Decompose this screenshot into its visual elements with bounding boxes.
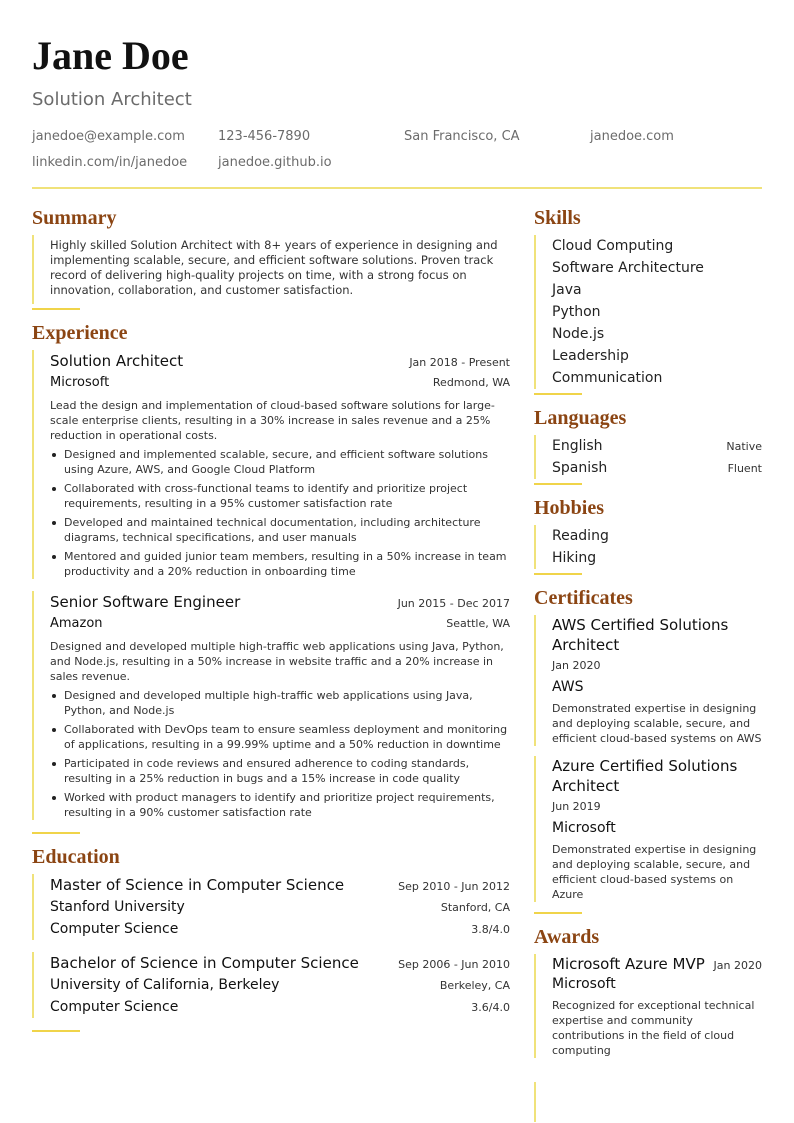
education-gpa: 3.8/4.0 bbox=[471, 923, 510, 936]
header-divider bbox=[32, 187, 762, 189]
languages-list bbox=[534, 435, 762, 479]
summary-heading: Summary bbox=[32, 207, 117, 229]
section-divider bbox=[32, 308, 80, 310]
section-divider bbox=[32, 832, 80, 834]
section-divider bbox=[534, 393, 582, 395]
job-bullet: Collaborated with DevOps team to ensure seamless deployment and monitoring of applications, resulting in a 99.99% uptime and a 50% reduction in downtime bbox=[50, 722, 510, 752]
job-bullets bbox=[50, 688, 510, 820]
skill-item: Python bbox=[552, 304, 601, 320]
education-date: Sep 2010 - Jun 2012 bbox=[398, 880, 510, 893]
language-level: Native bbox=[726, 440, 762, 453]
skills-list bbox=[534, 235, 762, 389]
education-school: Stanford University bbox=[50, 899, 185, 915]
certificate-date: Jun 2019 bbox=[552, 800, 601, 813]
education-gpa: 3.6/4.0 bbox=[471, 1001, 510, 1014]
candidate-role: Solution Architect bbox=[32, 89, 192, 110]
education-school: University of California, Berkeley bbox=[50, 977, 280, 993]
certificates-heading: Certificates bbox=[534, 587, 633, 609]
education-field: Computer Science bbox=[50, 921, 179, 937]
skills-heading: Skills bbox=[534, 207, 581, 229]
education-location: Berkeley, CA bbox=[439, 979, 510, 992]
job-entry bbox=[32, 591, 510, 820]
contact-list bbox=[32, 128, 762, 172]
section-divider bbox=[32, 1030, 80, 1032]
contact-email[interactable]: janedoe@example.com bbox=[32, 129, 185, 144]
education-field: Computer Science bbox=[50, 999, 179, 1015]
section-divider bbox=[534, 912, 582, 914]
skill-item: Leadership bbox=[552, 348, 629, 364]
hobbies-list bbox=[534, 525, 762, 569]
certificate-issuer: Microsoft bbox=[552, 820, 616, 836]
experience-heading: Experience bbox=[32, 322, 128, 344]
contact-github[interactable]: janedoe.github.io bbox=[218, 155, 332, 170]
language-row bbox=[552, 435, 762, 457]
education-entry bbox=[32, 874, 510, 940]
education-date: Sep 2006 - Jun 2010 bbox=[398, 958, 510, 971]
education-degree: Master of Science in Computer Science bbox=[50, 876, 345, 894]
job-date: Jan 2018 - Present bbox=[409, 356, 510, 369]
skill-item: Software Architecture bbox=[552, 260, 704, 276]
job-bullets bbox=[50, 447, 510, 579]
job-bullet: Designed and implemented scalable, secure, and efficient software solutions using Azure, AWS, and Google Cloud Platform bbox=[50, 447, 510, 477]
summary-text: Highly skilled Solution Architect with 8+ years of experience in designing and implementing scalable, secure, and efficient software solutions. Proven track record of delivering high-quality projects on time, with a strong focus on innovation, collaboration, and customer satisfaction. bbox=[50, 238, 498, 297]
certificate-title: Azure Certified Solutions Architect bbox=[552, 757, 738, 795]
job-bullet: Developed and maintained technical documentation, including architecture diagrams, technical specifications, and user manuals bbox=[50, 515, 510, 545]
contact-phone[interactable]: 123-456-7890 bbox=[218, 129, 311, 144]
contact-location: San Francisco, CA bbox=[404, 129, 520, 144]
skill-item: Communication bbox=[552, 370, 663, 386]
hobby-item: Hiking bbox=[552, 550, 597, 566]
certificate-entry bbox=[534, 756, 762, 902]
contact-website[interactable]: janedoe.com bbox=[590, 129, 674, 144]
contact-linkedin[interactable]: linkedin.com/in/janedoe bbox=[32, 155, 188, 170]
job-title: Senior Software Engineer bbox=[50, 593, 241, 611]
education-location: Stanford, CA bbox=[440, 901, 510, 914]
certificate-date: Jan 2020 bbox=[552, 659, 601, 672]
job-bullet: Mentored and guided junior team members, resulting in a 50% increase in team productivity and a 20% reduction in onboarding time bbox=[50, 549, 510, 579]
section-divider bbox=[534, 483, 582, 485]
awards-heading: Awards bbox=[534, 926, 600, 948]
language-name: English bbox=[552, 438, 603, 454]
award-date: Jan 2020 bbox=[713, 959, 762, 972]
hobby-item: Reading bbox=[552, 528, 609, 544]
left-column bbox=[32, 205, 510, 1042]
certificate-title: AWS Certified Solutions Architect bbox=[552, 616, 729, 654]
language-level: Fluent bbox=[727, 462, 762, 475]
job-location: Redmond, WA bbox=[432, 376, 510, 389]
candidate-name: Jane Doe bbox=[32, 33, 189, 78]
job-description: Lead the design and implementation of cloud-based software solutions for large-scale enterprise clients, resulting in a 30% increase in sales revenue and a 25% reduction in operational costs. bbox=[50, 399, 495, 442]
job-bullet: Worked with product managers to identify and prioritize project requirements, resulting in a 90% customer satisfaction rate bbox=[50, 790, 510, 820]
skill-item: Java bbox=[552, 282, 582, 298]
section-divider bbox=[534, 573, 582, 575]
job-date: Jun 2015 - Dec 2017 bbox=[397, 597, 510, 610]
job-company: Amazon bbox=[50, 616, 103, 631]
job-bullet: Designed and developed multiple high-traffic web applications using Java, Python, and Node.js bbox=[50, 688, 510, 718]
education-entry bbox=[32, 952, 510, 1018]
job-entry bbox=[32, 350, 510, 579]
job-company: Microsoft bbox=[50, 375, 110, 390]
language-name: Spanish bbox=[552, 460, 608, 476]
award-title: Microsoft Azure MVP bbox=[552, 955, 705, 973]
education-heading: Education bbox=[32, 846, 120, 868]
languages-heading: Languages bbox=[534, 407, 627, 429]
skill-item: Node.js bbox=[552, 326, 605, 342]
certificate-entry bbox=[534, 615, 762, 746]
summary-block bbox=[32, 235, 510, 304]
certificate-description: Demonstrated expertise in designing and deploying scalable, secure, and efficient cloud-based systems on Azure bbox=[552, 843, 757, 901]
right-column bbox=[534, 205, 762, 1058]
job-description: Designed and developed multiple high-traffic web applications using Java, Python, and Node.js, resulting in a 50% increase in website traffic and a 20% increase in sales revenue. bbox=[50, 640, 504, 683]
job-location: Seattle, WA bbox=[446, 617, 510, 630]
award-issuer: Microsoft bbox=[552, 976, 616, 992]
column-tail-rule bbox=[534, 1082, 536, 1122]
skill-item: Cloud Computing bbox=[552, 238, 674, 254]
job-title: Solution Architect bbox=[50, 352, 184, 370]
education-degree: Bachelor of Science in Computer Science bbox=[50, 954, 359, 972]
award-entry bbox=[534, 954, 762, 1058]
hobbies-heading: Hobbies bbox=[534, 497, 605, 519]
job-bullet: Participated in code reviews and ensured adherence to coding standards, resulting in a 25% reduction in bugs and a 15% increase in code quality bbox=[50, 756, 510, 786]
award-description: Recognized for exceptional technical expertise and community contributions in the field of cloud computing bbox=[552, 999, 755, 1057]
certificate-description: Demonstrated expertise in designing and deploying scalable, secure, and efficient cloud-based systems on AWS bbox=[552, 702, 762, 745]
certificate-issuer: AWS bbox=[552, 679, 584, 695]
job-bullet: Collaborated with cross-functional teams to identify and prioritize project requirements, resulting in a 95% customer satisfaction rate bbox=[50, 481, 510, 511]
language-row bbox=[552, 457, 762, 479]
